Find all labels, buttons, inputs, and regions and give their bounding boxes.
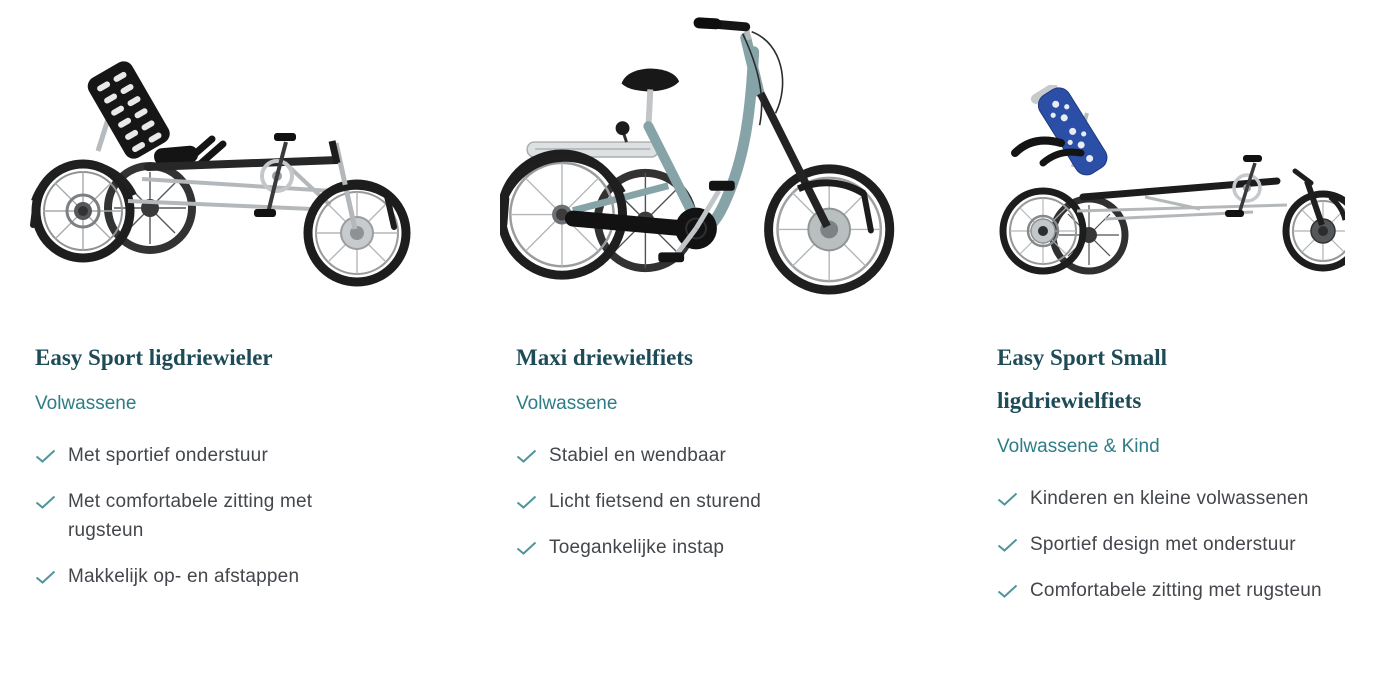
feature-item: [35, 441, 460, 470]
front-wheel: [308, 184, 406, 282]
check-icon: [516, 495, 537, 509]
rear-wheel: [1003, 191, 1083, 271]
product-photo-wrap[interactable]: [516, 0, 941, 330]
head-stem: [1295, 171, 1311, 183]
rear-mudflap: [504, 199, 506, 225]
crankset: [254, 133, 296, 217]
feature-item: [997, 576, 1372, 605]
feature-item: [35, 487, 460, 545]
feature-list: [516, 441, 941, 562]
product-audience: Volwassene & Kind: [997, 436, 1160, 457]
feature-list: [35, 441, 460, 591]
feature-text: Stabiel en wendbaar: [549, 445, 727, 466]
feature-item: [516, 533, 941, 562]
feature-list: [997, 484, 1372, 605]
feature-item: [516, 487, 941, 516]
front-fork: [1307, 181, 1322, 225]
feature-item: [997, 530, 1372, 559]
product-photo-maxi[interactable]: [500, 2, 910, 300]
product-photo-easy-sport-small[interactable]: [985, 85, 1345, 300]
head-stem: [332, 141, 337, 163]
product-card-easy-sport[interactable]: [35, 0, 460, 622]
product-photo-wrap[interactable]: [997, 0, 1372, 330]
check-icon: [997, 492, 1018, 506]
feature-item: [516, 441, 941, 470]
rear-lamp: [616, 121, 630, 142]
feature-text: Sportief design met onderstuur: [1030, 534, 1296, 555]
check-icon: [35, 570, 56, 584]
feature-text: Met comfortabele zitting met rugsteun: [68, 491, 313, 541]
feature-text: Toegankelijke instap: [549, 537, 725, 558]
check-icon: [997, 538, 1018, 552]
feature-text: Met sportief onderstuur: [68, 445, 268, 466]
feature-item: [997, 484, 1372, 513]
product-title[interactable]: Easy Sport Small ligdriewielfiets: [997, 345, 1167, 413]
saddle: [622, 69, 680, 92]
product-title[interactable]: Maxi driewielfiets: [516, 345, 693, 370]
feature-text: Makkelijk op- en afstappen: [68, 566, 300, 587]
product-audience: Volwassene: [35, 393, 137, 414]
check-icon: [516, 449, 537, 463]
product-card-maxi[interactable]: [516, 0, 941, 622]
check-icon: [35, 495, 56, 509]
feature-text: Comfortabele zitting met rugsteun: [1030, 580, 1322, 601]
mesh-backrest: [1029, 85, 1111, 180]
product-card-easy-sport-small[interactable]: [997, 0, 1372, 622]
rear-mudflap: [33, 201, 36, 225]
check-icon: [516, 541, 537, 555]
feature-text: Licht fietsend en sturend: [549, 491, 762, 512]
feature-text: Kinderen en kleine volwassenen: [1030, 488, 1309, 509]
product-audience: Volwassene: [516, 393, 618, 414]
product-photo-easy-sport[interactable]: [30, 43, 460, 293]
product-photo-wrap[interactable]: [35, 0, 460, 330]
steering-grips: [1015, 141, 1061, 153]
feature-item: [35, 562, 460, 591]
check-icon: [35, 449, 56, 463]
product-title[interactable]: Easy Sport ligdriewieler: [35, 345, 273, 370]
check-icon: [997, 584, 1018, 598]
